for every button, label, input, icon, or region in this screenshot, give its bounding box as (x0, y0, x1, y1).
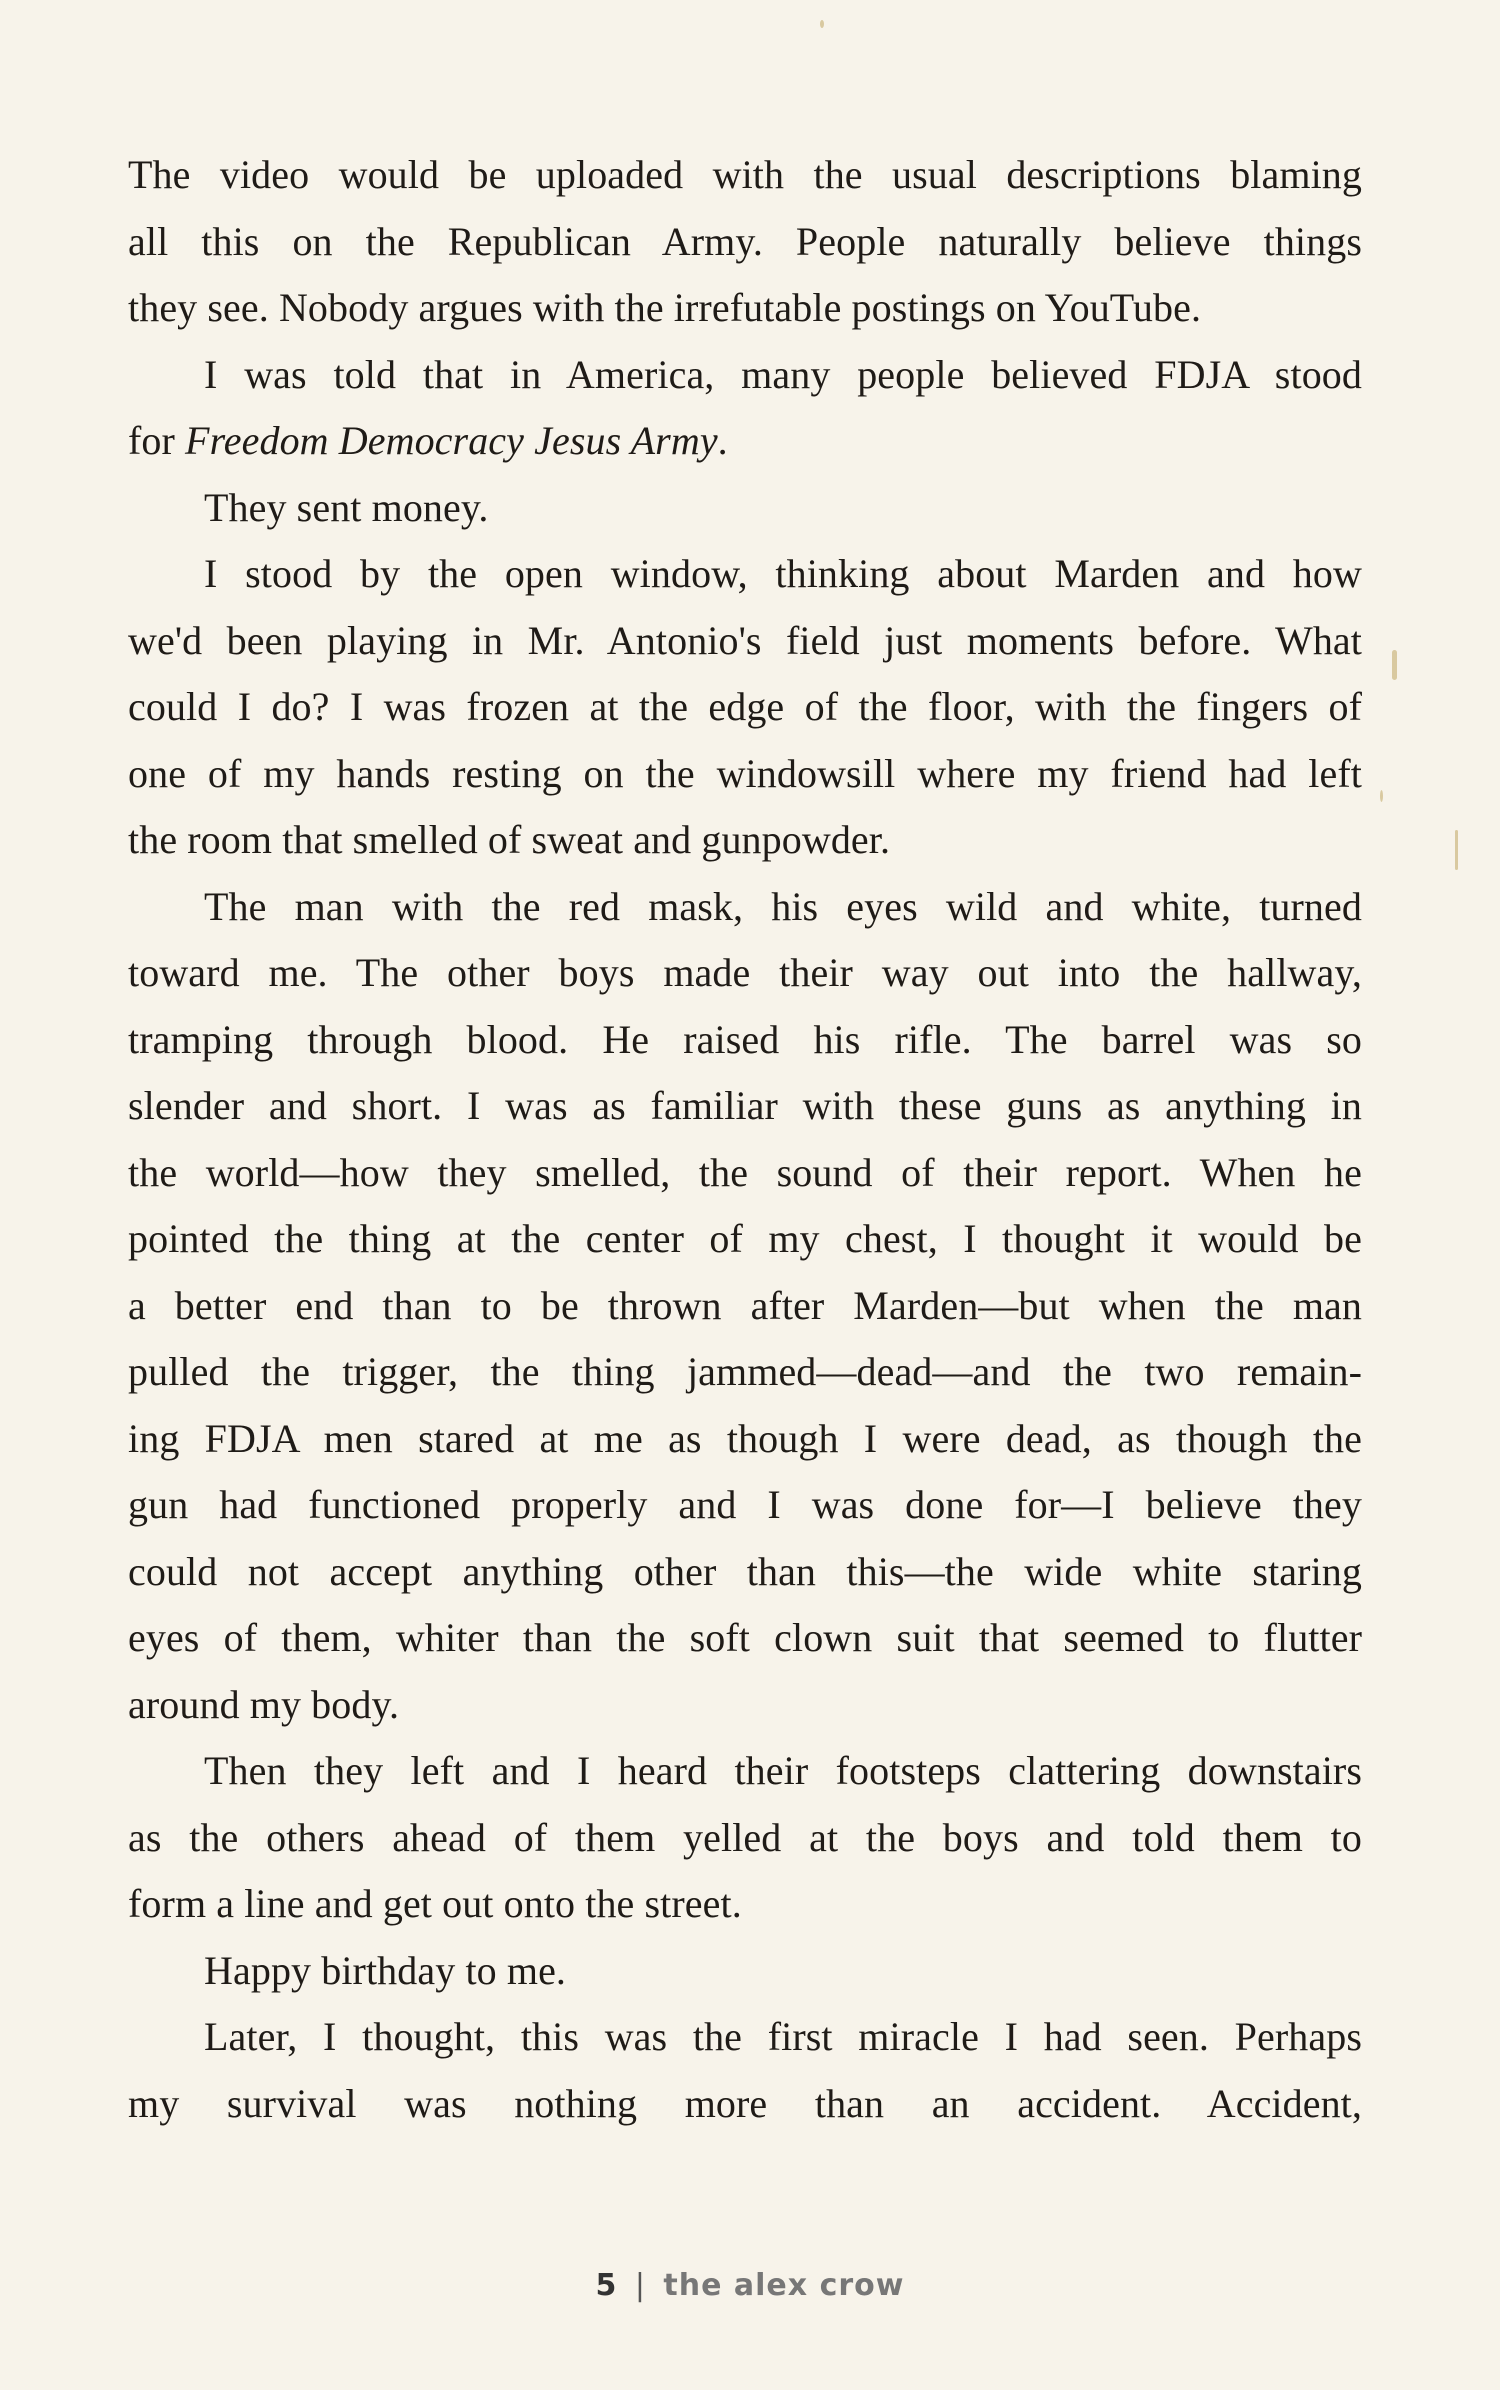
text-line: gun had functioned properly and I was done for—I believe they (128, 1482, 1362, 1527)
text-run: . (717, 418, 728, 463)
text-line: around my body. (128, 1681, 400, 1727)
paragraph (128, 1938, 1362, 2005)
paragraph (128, 1738, 1362, 1938)
text-line: one of my hands resting on the windowsill where my friend had left (128, 750, 1362, 796)
running-title: the alex crow (663, 2268, 905, 2303)
text-line: The video would be uploaded with the usual descriptions blaming (128, 152, 1362, 197)
text-line: the room that smelled of sweat and gunpowder. (128, 817, 891, 862)
italic-text-run: Freedom Democracy Jesus Army (185, 418, 718, 463)
text-line: as the others ahead of them yelled at the boys and told them to (128, 1814, 1362, 1860)
text-line: Later, I thought, this was the first miracle I had seen. Perhaps (204, 2014, 1362, 2059)
text-line: form a line and get out onto the street. (128, 1881, 742, 1926)
text-line: pointed the thing at the center of my chest, I thought it would be (128, 1216, 1362, 1261)
paper-speck (1380, 790, 1383, 802)
text-line: a better end than to be thrown after Marden—but when the man (128, 1282, 1362, 1328)
text-line: ing FDJA men stared at me as though I were dead, as though the (128, 1415, 1362, 1461)
page-footer (0, 2268, 1500, 2303)
text-line: pulled the trigger, the thing jammed—dead—and the two remain- (128, 1349, 1362, 1394)
text-line: slender and short. I was as familiar with these guns as anything in (128, 1083, 1362, 1128)
text-line: we'd been playing in Mr. Antonio's field just moments before. What (128, 617, 1362, 663)
page-number: 5 (595, 2268, 618, 2303)
paper-speck (1392, 650, 1397, 680)
text-line: toward me. The other boys made their way out into the hallway, (128, 950, 1362, 995)
text-line: Happy birthday to me. (204, 1947, 567, 1993)
text-line: the world—how they smelled, the sound of their report. When he (128, 1149, 1362, 1195)
text-line: They sent money. (204, 484, 489, 530)
body-text (128, 142, 1362, 2137)
paragraph (128, 142, 1362, 342)
paragraph (128, 874, 1362, 1739)
paragraph (128, 475, 1362, 542)
paper-speck (1455, 830, 1458, 870)
text-line: The man with the red mask, his eyes wild and white, turned (204, 883, 1362, 929)
paragraph (128, 541, 1362, 874)
text-line: tramping through blood. He raised his rifle. The barrel was so (128, 1016, 1362, 1062)
paragraph (128, 342, 1362, 475)
text-line: all this on the Republican Army. People naturally believe things (128, 218, 1362, 264)
text-line: could I do? I was frozen at the edge of the floor, with the fingers of (128, 684, 1362, 729)
text-line: my survival was nothing more than an accident. Accident, (128, 2080, 1362, 2126)
text-line: eyes of them, whiter than the soft clown suit that seemed to flutter (128, 1615, 1362, 1660)
paper-speck (820, 20, 824, 28)
text-line (128, 408, 1362, 475)
text-line: could not accept anything other than this—the wide white staring (128, 1548, 1362, 1594)
footer-separator: | (634, 2268, 646, 2303)
text-line: Then they left and I heard their footsteps clattering downstairs (204, 1748, 1362, 1793)
text-line: I was told that in America, many people believed FDJA stood (204, 351, 1362, 397)
text-line: I stood by the open window, thinking about Marden and how (204, 551, 1362, 596)
paragraph (128, 2004, 1362, 2137)
text-line: they see. Nobody argues with the irrefutable postings on YouTube. (128, 285, 1202, 330)
text-run: for (128, 418, 186, 463)
